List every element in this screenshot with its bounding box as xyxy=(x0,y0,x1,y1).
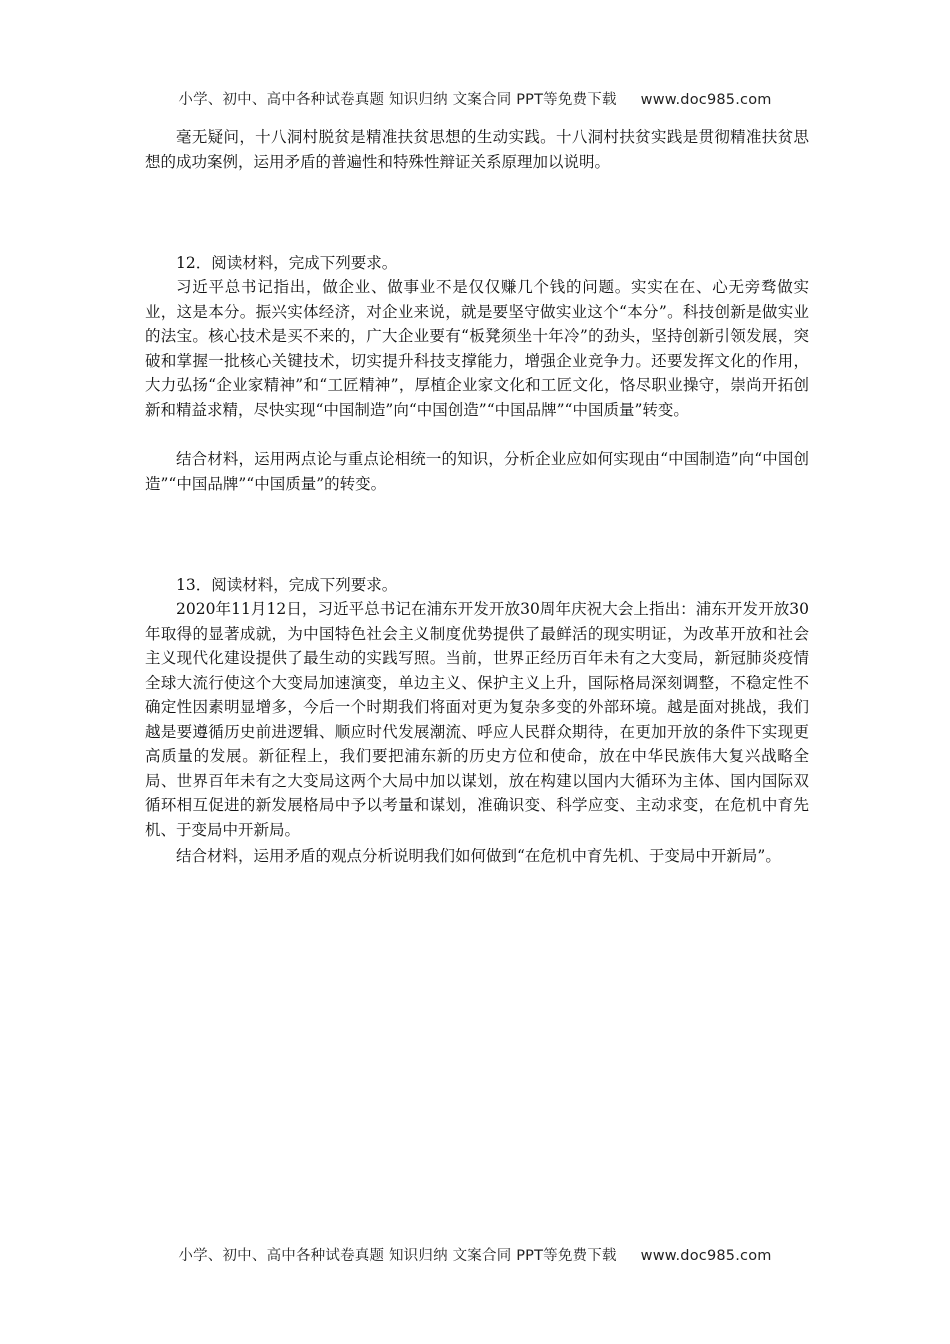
footer-url[interactable]: www.doc985.com xyxy=(640,1248,772,1264)
page-footer xyxy=(0,1244,950,1265)
page-header xyxy=(0,88,950,109)
q12-material: 习近平总书记指出，做企业、做事业不是仅仅赚几个钱的问题。实实在在、心无旁骛做实业，这是本分。振兴实体经济，对企业来说，就是要坚守做实业这个“本分”。科技创新是做实业的法宝。核心技术是买不来的，广大企业要有“板凳须坐十年冷”的劲头，坚持创新引领发展，突破和掌握一批核心关键技术，切实提升科技支撑能力，增强企业竞争力。还要发挥文化的作用，大力弘扬“企业家精神”和“工匠精神”，厚植企业家文化和工匠文化，恪尽职业操守，崇尚开拓创新和精益求精，尽快实现“中国制造”向“中国创造”“中国品牌”“中国质量”转变。 xyxy=(145,278,809,419)
q11-question: 毫无疑问，十八洞村脱贫是精准扶贫思想的生动实践。十八洞村扶贫实践是贯彻精准扶贫思想的成功案例，运用矛盾的普遍性和特殊性辩证关系原理加以说明。 xyxy=(145,128,809,171)
header-url[interactable]: www.doc985.com xyxy=(640,92,772,108)
header-text: 小学、初中、高中各种试卷真题 知识归纳 文案合同 PPT等免费下载 xyxy=(178,92,617,108)
q13-question: 结合材料，运用矛盾的观点分析说明我们如何做到“在危机中育先机、于变局中开新局”。 xyxy=(176,847,781,865)
footer-text: 小学、初中、高中各种试卷真题 知识归纳 文案合同 PPT等免费下载 xyxy=(178,1248,617,1264)
q13-title: 13．阅读材料，完成下列要求。 xyxy=(176,576,398,594)
q12-title: 12．阅读材料，完成下列要求。 xyxy=(176,254,398,272)
q13-material: 2020年11月12日，习近平总书记在浦东开发开放30周年庆祝大会上指出：浦东开发开放30年取得的显著成就，为中国特色社会主义制度优势提供了最鲜活的现实明证，为改革开放和社会主义现代化建设提供了最生动的实践写照。当前，世界正经历百年未有之大变局，新冠肺炎疫情全球大流行使这个大变局加速演变，单边主义、保护主义上升，国际格局深刻调整，不稳定性不确定性因素明显增多，今后一个时期我们将面对更为复杂多变的外部环境。越是面对挑战，我们越是要遵循历史前进逻辑、顺应时代发展潮流、呼应人民群众期待，在更加开放的条件下实现更高质量的发展。新征程上，我们要把浦东新的历史方位和使命，放在中华民族伟大复兴战略全局、世界百年未有之大变局这两个大局中加以谋划，放在构建以国内大循环为主体、国内国际双循环相互促进的新发展格局中予以考量和谋划，准确识变、科学应变、主动求变，在危机中育先机、于变局中开新局。 xyxy=(145,600,809,839)
q12-question: 结合材料，运用两点论与重点论相统一的知识，分析企业应如何实现由“中国制造”向“中国创造”“中国品牌”“中国质量”的转变。 xyxy=(145,450,809,493)
